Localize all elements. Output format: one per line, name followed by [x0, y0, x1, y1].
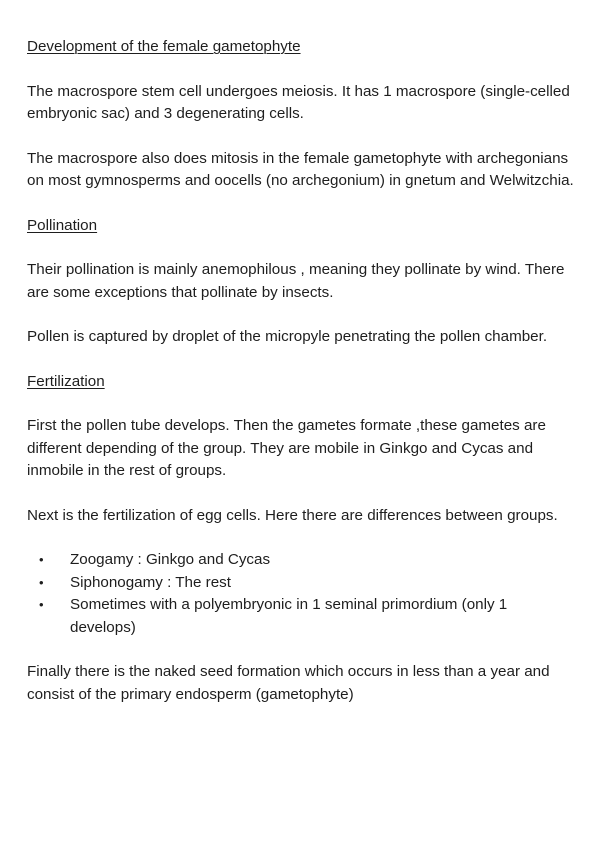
bullet-glyph: •: [39, 597, 44, 612]
list-item-text: Zoogamy : Ginkgo and Cycas: [70, 551, 271, 568]
spacer: [27, 349, 577, 371]
section-heading-female-gametophyte: Development of the female gametophyte: [27, 38, 301, 55]
section-heading-pollination: Pollination: [27, 216, 98, 234]
paragraph-egg-fertilization: Next is the fertilization of egg cells. Here there are differences between groups.: [27, 506, 558, 524]
spacer: [27, 193, 577, 215]
section-heading-fertilization: Fertilization: [27, 372, 105, 390]
spacer: [27, 483, 577, 505]
list-item: [27, 594, 577, 639]
spacer: [27, 393, 577, 415]
paragraph-pollen-captured: Pollen is captured by droplet of the micropyle penetrating the pollen chamber.: [27, 328, 548, 345]
fertilization-bullet-list: [27, 549, 577, 639]
spacer: [27, 527, 577, 549]
paragraph-macrospore-meiosis: The macrospore stem cell undergoes meiosis. It has 1 macrospore (single-celled embryonic sac) and 3 degenerating cells.: [27, 82, 570, 122]
document-page: [27, 36, 577, 706]
bullet-glyph: •: [39, 574, 44, 590]
paragraph-pollination-anemophilous: Their pollination is mainly anemophilous , meaning they pollinate by wind. There are some exceptions that pollinate by insects.: [27, 261, 565, 301]
list-item-text: Sometimes with a polyembryonic in 1 seminal primordium (only 1 develops): [70, 596, 508, 636]
spacer: [27, 59, 577, 81]
list-item: [27, 572, 577, 595]
spacer: [27, 126, 577, 148]
spacer: [27, 639, 577, 661]
bullet-glyph: •: [39, 552, 44, 567]
paragraph-macrospore-mitosis: The macrospore also does mitosis in the female gametophyte with archegonians on most gymnosperms and oocells (no archegonium) in gnetum and Welwitzchia.: [27, 149, 574, 189]
spacer: [27, 237, 577, 259]
list-item-text: Siphonogamy : The rest: [70, 573, 231, 591]
spacer: [27, 304, 577, 326]
paragraph-naked-seed: Finally there is the naked seed formation which occurs in less than a year and consist of the primary endosperm (gametophyte): [27, 663, 550, 703]
paragraph-pollen-tube: First the pollen tube develops. Then the gametes formate ,these gametes are different depending of the group. They are mobile in Ginkgo and Cycas and inmobile in the rest of groups.: [27, 417, 546, 479]
list-item: [27, 549, 577, 572]
